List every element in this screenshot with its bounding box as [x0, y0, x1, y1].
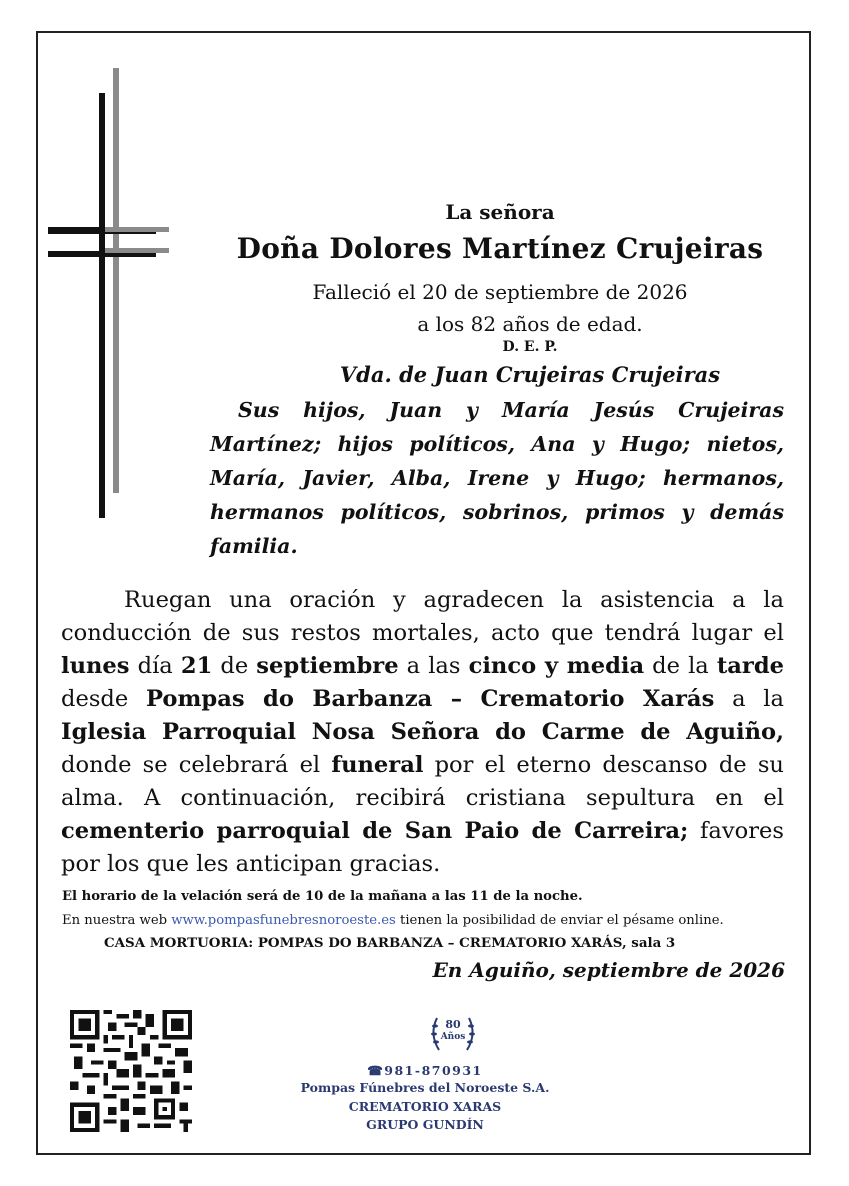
velation-hours: El horario de la velación será de 10 de la mañana a las 11 de la noche.: [62, 889, 583, 904]
intro-text: La señora: [445, 200, 555, 224]
group-name: GRUPO GUNDÍN: [366, 1117, 484, 1132]
phone-number: ☎981-870931: [367, 1063, 483, 1078]
crematorio-name: CREMATORIO XARAS: [348, 1099, 502, 1114]
age-text: a los 82 años de edad.: [417, 312, 643, 336]
anniversary-badge: [427, 1010, 479, 1058]
qr-code[interactable]: [70, 1010, 192, 1132]
company-name: Pompas Fúnebres del Noroeste S.A.: [300, 1080, 550, 1095]
place-date: En Aguiño, septiembre de 2026: [432, 958, 785, 982]
funeral-home-line: CASA MORTUORIA: POMPAS DO BARBANZA – CREMATORIO XARÁS, sala 3: [104, 935, 676, 951]
family-list: Sus hijos, Juan y María Jesús Crujeiras Martínez; hijos políticos, Ana y Hugo; nietos, María, Javier, Alba, Irene y Hugo; hermanos, hermanos políticos, sobrinos, primos y demás familia.: [210, 398, 784, 558]
web-note: En nuestra web www.pompasfunebresnoroeste.es tienen la posibilidad de enviar el pésame online.: [62, 913, 724, 928]
death-date: Falleció el 20 de septiembre de 2026: [312, 280, 688, 304]
ceremony-paragraph: Ruegan una oración y agradecen la asistencia a la conducción de sus restos mortales, acto que tendrá lugar el lunes día 21 de septiembre a las cinco y media de la tarde desde Pompas do Barbanza – Crematorio Xarás a la Iglesia Parroquial Nosa Señora do Carme de Aguiño, donde se celebrará el funeral por el eterno descanso de su alma. A continuación, recibirá cristiana sepultura en el cementerio parroquial de San Paio de Carreira; favores por los que les anticipan gracias.: [61, 587, 785, 877]
badge-number: 80: [445, 1018, 461, 1031]
badge-text: Años: [440, 1032, 466, 1042]
website-link[interactable]: www.pompasfunebresnoroeste.es: [171, 913, 396, 928]
rip-text: D. E. P.: [502, 339, 558, 355]
deceased-name: Doña Dolores Martínez Crujeiras: [236, 232, 764, 265]
widow-text: Vda. de Juan Crujeiras Crujeiras: [339, 362, 721, 387]
